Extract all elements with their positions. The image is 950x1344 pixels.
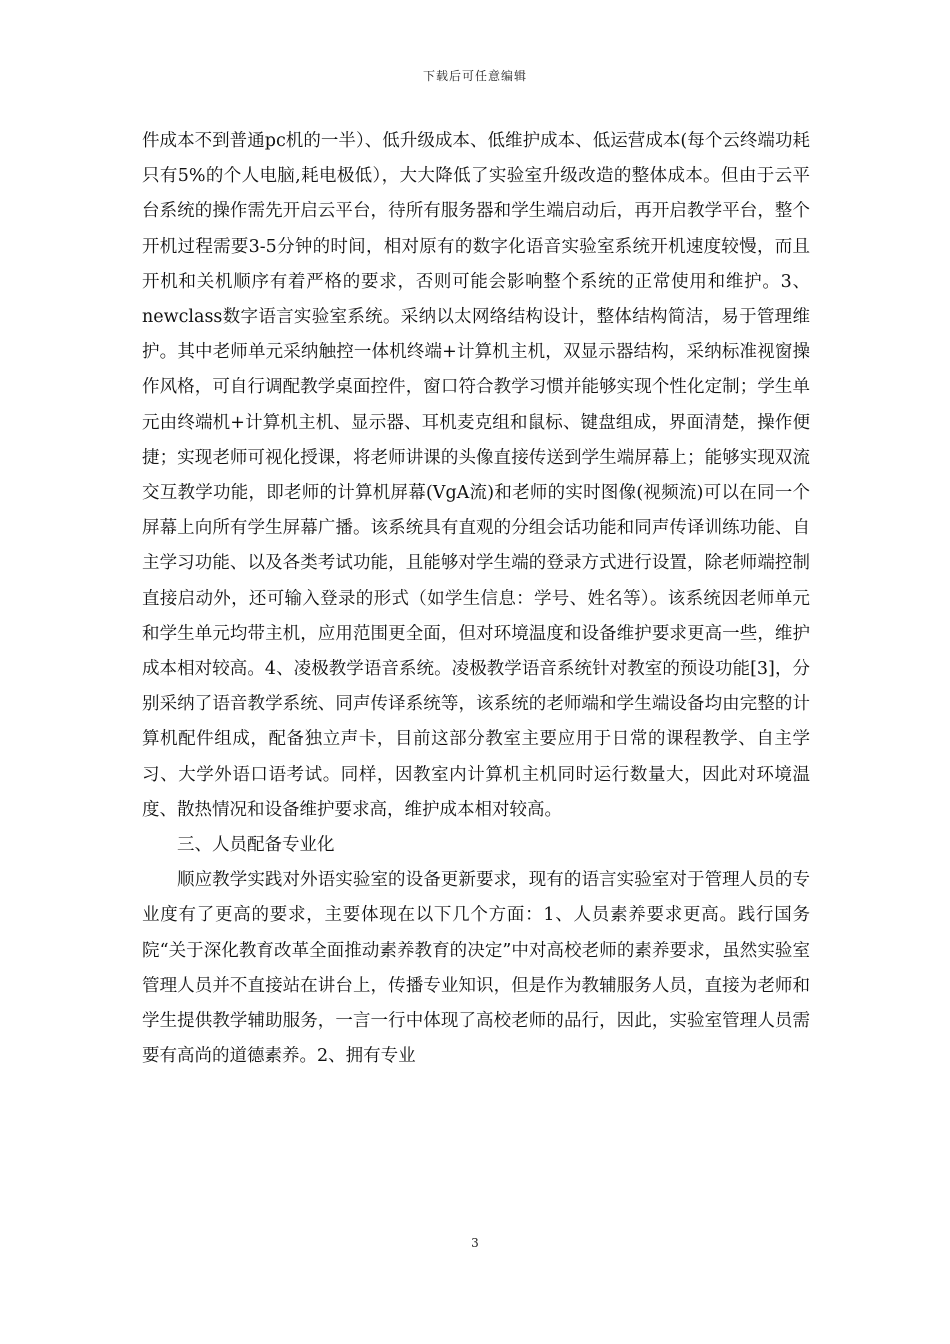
- document-body: [142, 124, 810, 1074]
- body-paragraph: 件成本不到普通pc机的一半）、低升级成本、低维护成本、低运营成本(每个云终端功耗只有5%的个人电脑,耗电极低），大大降低了实验室升级改造的整体成本。但由于云平台系统的操作需先开启云平台，待所有服务器和学生端启动后，再开启教学平台，整个开机过程需要3-5分钟的时间，相对原有的数字化语音实验室系统开机速度较慢，而且开机和关机顺序有着严格的要求，否则可能会影响整个系统的正常使用和维护。3、newclass数字语言实验室系统。采纳以太网络结构设计，整体结构简洁，易于管理维护。其中老师单元采纳触控一体机终端+计算机主机，双显示器结构，采纳标准视窗操作风格，可自行调配教学桌面控件，窗口符合教学习惯并能够实现个性化定制；学生单元由终端机+计算机主机、显示器、耳机麦克组和鼠标、键盘组成，界面清楚，操作便捷；实现老师可视化授课，将老师讲课的头像直接传送到学生端屏幕上；能够实现双流交互教学功能，即老师的计算机屏幕(VgA流)和老师的实时图像(视频流)可以在同一个屏幕上向所有学生屏幕广播。该系统具有直观的分组会话功能和同声传译训练功能、自主学习功能、以及各类考试功能，且能够对学生端的登录方式进行设置，除老师端控制直接启动外，还可输入登录的形式（如学生信息：学号、姓名等）。该系统因老师单元和学生单元均带主机，应用范围更全面，但对环境温度和设备维护要求更高一些，维护成本相对较高。4、凌极教学语音系统。凌极教学语音系统针对教室的预设功能[3]，分别采纳了语音教学系统、同声传译系统等，该系统的老师端和学生端设备均由完整的计算机配件组成，配备独立声卡，目前这部分教室主要应用于日常的课程教学、自主学习、大学外语口语考试。同样，因教室内计算机主机同时运行数量大，因此对环境温度、散热情况和设备维护要求高，维护成本相对较高。: [142, 131, 810, 820]
- section-heading: 三、人员配备专业化: [177, 835, 335, 856]
- page-number: 3: [471, 1236, 479, 1250]
- body-paragraph: 顺应教学实践对外语实验室的设备更新要求，现有的语言实验室对于管理人员的专业度有了更高的要求，主要体现在以下几个方面：1、人员素养要求更高。践行国务院“关于深化教育改革全面推动素养教育的决定”中对高校老师的素养要求，虽然实验室管理人员并不直接站在讲台上，传播专业知识，但是作为教辅服务人员，直接为老师和学生提供教学辅助服务，一言一行中体现了高校老师的品行，因此，实验室管理人员需要有高尚的道德素养。2、拥有专业: [142, 870, 810, 1067]
- page-header: 下载后可任意编辑: [422, 69, 527, 83]
